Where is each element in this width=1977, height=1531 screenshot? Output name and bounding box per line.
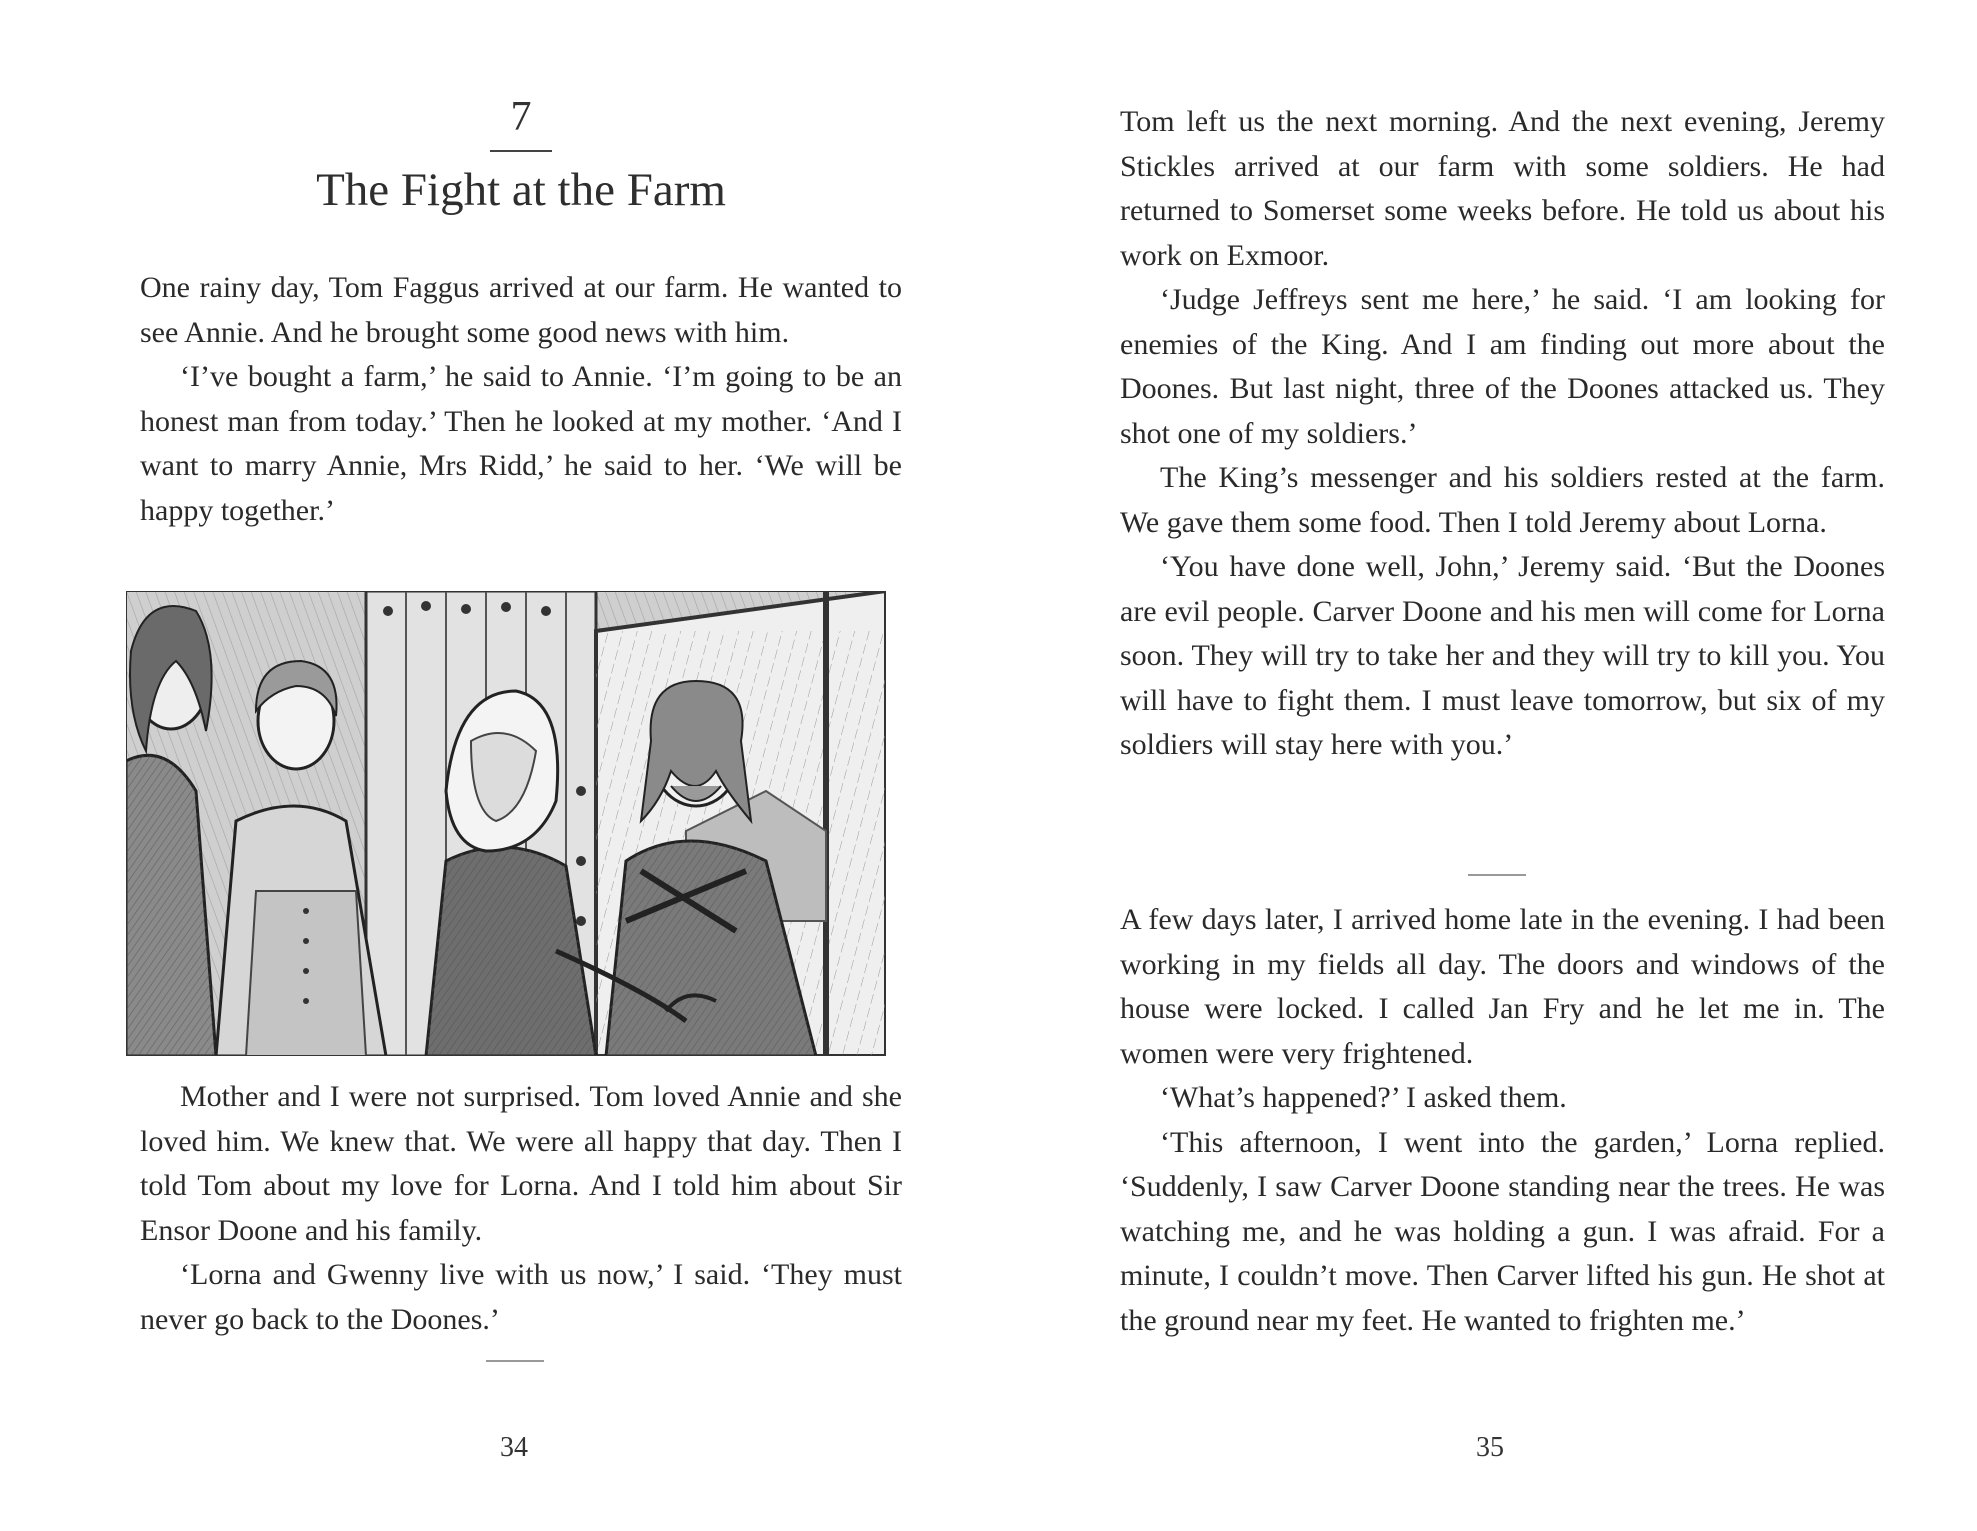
- page-number: 35: [1476, 1432, 1504, 1463]
- engraving-illustration-icon: [126, 591, 886, 1056]
- paragraph: Mother and I were not surprised. Tom loved Annie and she loved him. We knew that. We were all happy that day. Then I told Tom about my love for Lorna. And I told him about Sir Ensor Doone and his family.: [140, 1080, 902, 1247]
- chapter-number: 7: [510, 94, 532, 140]
- paragraph: ‘What’s happened?’ I asked them.: [1160, 1081, 1567, 1114]
- paragraph: ‘Lorna and Gwenny live with us now,’ I said. ‘They must never go back to the Doones.’: [140, 1258, 902, 1336]
- paragraph: Tom left us the next morning. And the next evening, Jeremy Stickles arrived at our farm with some soldiers. He had returned to Somerset some weeks before. He told us about his work on Exmoor.: [1120, 105, 1885, 272]
- paragraph: ‘I’ve bought a farm,’ he said to Annie. ‘I’m going to be an honest man from today.’ Then he looked at my mother. ‘And I want to marry Annie, Mrs Ridd,’ he said to her. ‘We will be happy together.’: [140, 360, 902, 527]
- paragraph: A few days later, I arrived home late in the evening. I had been working in my fields all day. The doors and windows of the house were locked. I called Jan Fry and he let me in. The women were very frightened.: [1120, 903, 1885, 1070]
- right-text-block-top: [1120, 100, 1885, 768]
- left-text-block-bottom: [140, 1075, 902, 1342]
- section-divider: [486, 1360, 544, 1362]
- right-page: [988, 0, 1977, 1531]
- paragraph: ‘This afternoon, I went into the garden,’ Lorna replied. ‘Suddenly, I saw Carver Doone standing near the trees. He was watching me, and he was holding a gun. I was afraid. For a minute, I couldn’t move. Then Carver lifted his gun. He shot at the ground near my feet. He wanted to frighten me.’: [1120, 1125, 1885, 1337]
- chapter-heading: [140, 92, 902, 218]
- paragraph: The King’s messenger and his soldiers rested at the farm. We gave them some food. Then I told Jeremy about Lorna.: [1120, 461, 1885, 539]
- paragraph: One rainy day, Tom Faggus arrived at our farm. He wanted to see Annie. And he brought some good news with him.: [140, 271, 902, 349]
- left-text-block-top: [140, 266, 902, 533]
- chapter-title: The Fight at the Farm: [316, 164, 726, 216]
- paragraph: ‘Judge Jeffreys sent me here,’ he said. ‘I am looking for enemies of the King. And I am finding out more about the Doones. But last night, three of the Doones attacked us. They shot one of my soldiers.’: [1120, 283, 1885, 450]
- page-number: 34: [500, 1432, 528, 1463]
- right-text-block-bottom: [1120, 898, 1885, 1343]
- chapter-rule: [490, 150, 552, 152]
- paragraph: ‘You have done well, John,’ Jeremy said. ‘But the Doones are evil people. Carver Doone and his men will come for Lorna soon. They will try to take her and they will try to kill you. You will have to fight them. I must leave tomorrow, but six of my soldiers will stay here with you.’: [1120, 550, 1885, 761]
- section-divider: [1468, 874, 1526, 876]
- left-page: [0, 0, 988, 1531]
